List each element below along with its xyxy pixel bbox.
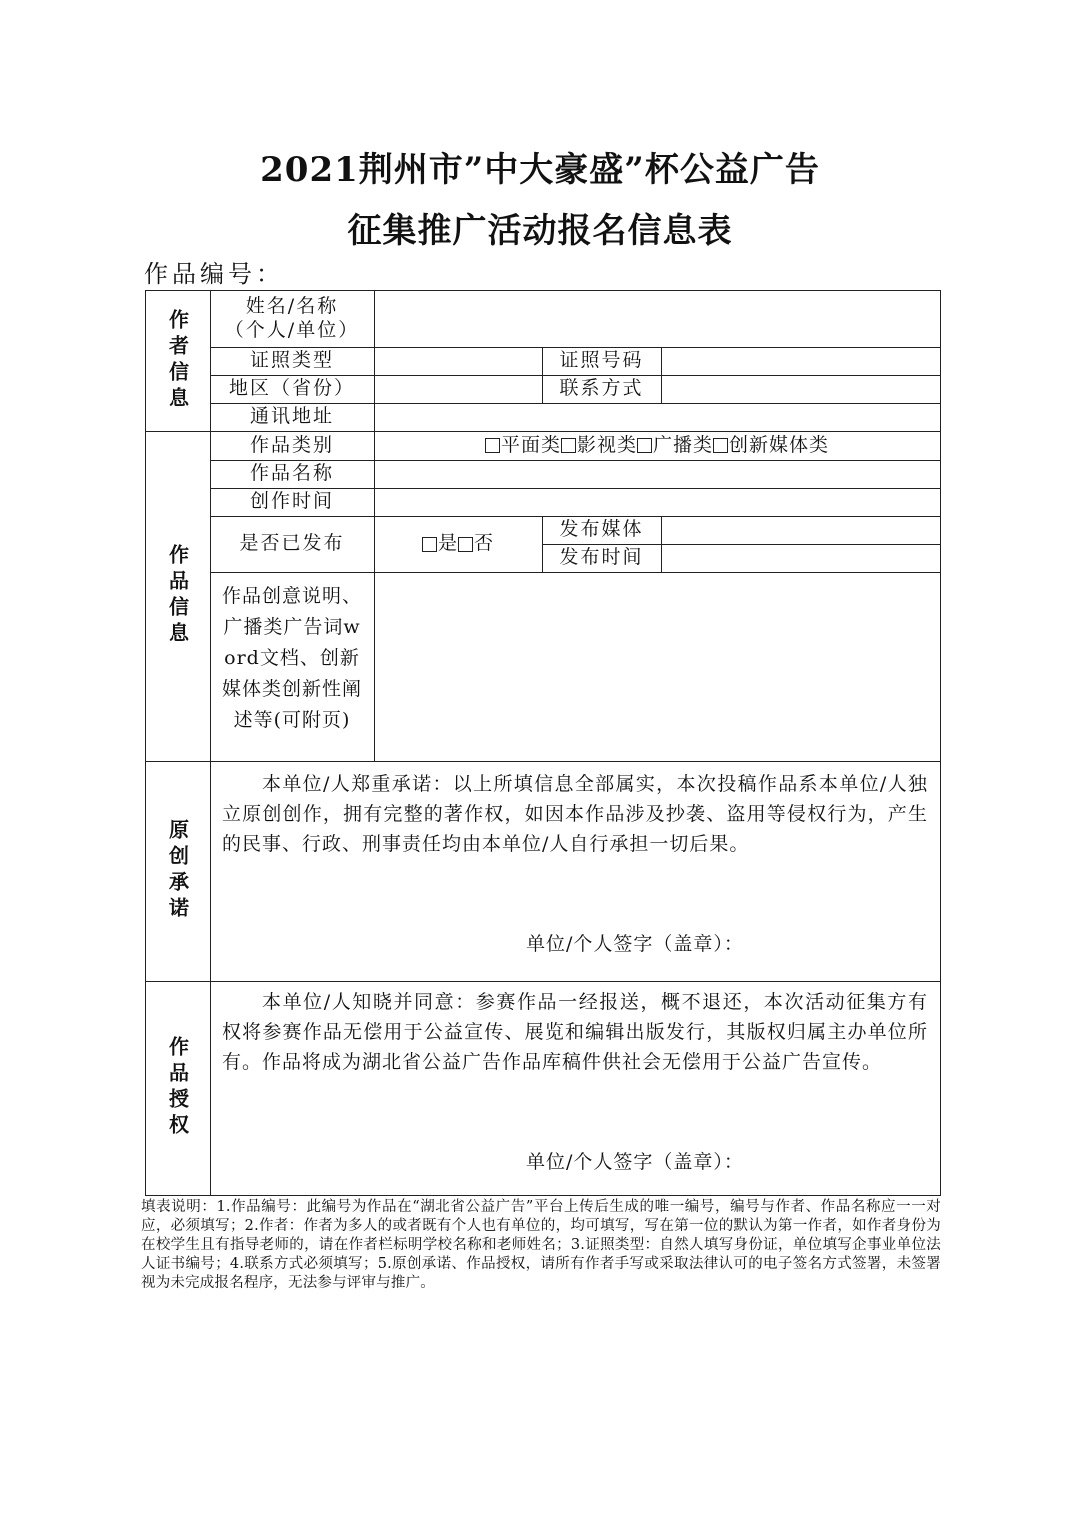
category-option-video[interactable]: 影视类	[561, 434, 637, 458]
contact-field[interactable]	[661, 375, 940, 403]
registration-form	[145, 290, 941, 1196]
authorization-section-header: 作品授权	[165, 1036, 190, 1140]
checkbox-icon	[458, 537, 473, 552]
address-label: 通讯地址	[249, 405, 334, 428]
footnote: 填表说明：1.作品编号：此编号为作品在“湖北省公益广告”平台上传后生成的唯一编号，编号与作者、作品名称应一一对应，必须填写；2.作者：作者为多人的或者既有个人也有单位的，均可填写，写在第一位的默认为第一作者，如作者身份为在校学生且有指导老师的，请在作者栏标明学校名称和老师姓名；3.证照类型：自然人填写身份证，单位填写企事业单位法人证书编号；4.联系方式必须填写；5.原创承诺、作品授权，请所有作者手写或采取法律认可的电子签名方式签署，未签署视为未完成报名程序，无法参与评审与推广。	[141, 1199, 941, 1291]
published-option-no[interactable]: 否	[458, 532, 494, 556]
work-number-label: 作品编号：	[144, 260, 284, 288]
checkbox-icon	[713, 438, 728, 453]
id-number-field[interactable]	[661, 347, 940, 375]
title-line-1: 2021荆州市”中大豪盛”杯公益广告	[260, 150, 820, 190]
category-option-radio[interactable]: 广播类	[637, 434, 713, 458]
publish-media-field[interactable]	[661, 516, 940, 544]
category-option-print[interactable]: 平面类	[485, 434, 561, 458]
published-option-yes[interactable]: 是	[422, 532, 458, 556]
id-number-label: 证照号码	[559, 349, 644, 372]
description-label: 作品创意说明、广播类广告词word文档、创新媒体类创新性阐述等(可附页)	[221, 585, 362, 731]
checkbox-icon	[422, 537, 437, 552]
commitment-section-header: 原创承诺	[165, 819, 190, 923]
address-field[interactable]	[374, 403, 940, 431]
creation-time-field[interactable]	[374, 488, 940, 516]
authorization-text: 本单位/人知晓并同意：参赛作品一经报送，概不退还，本次活动征集方有权将参赛作品无偿用于公益宣传、展览和编辑出版发行，其版权归属主办单位所有。作品将成为湖北省公益广告作品库稿件供社会无偿用于公益广告宣传。	[222, 991, 928, 1073]
divider	[146, 761, 940, 762]
publish-media-label: 发布媒体	[559, 518, 644, 541]
publish-time-field[interactable]	[661, 544, 940, 572]
id-type-field[interactable]	[374, 347, 542, 375]
author-section-header: 作者信息	[165, 309, 190, 413]
published-label: 是否已发布	[239, 532, 345, 555]
id-type-label: 证照类型	[249, 349, 334, 372]
publish-time-label: 发布时间	[559, 546, 644, 569]
category-label: 作品类别	[249, 433, 334, 456]
published-options	[374, 516, 542, 572]
checkbox-icon	[637, 438, 652, 453]
name-label-line-2: （个人/单位）	[224, 319, 360, 341]
category-options	[374, 431, 940, 460]
region-label: 地区（省份）	[228, 377, 355, 400]
title-line-2: 征集推广活动报名信息表	[347, 211, 733, 251]
commitment-signature-label: 单位/个人签字（盖章）：	[526, 933, 744, 955]
work-name-field[interactable]	[374, 460, 940, 488]
checkbox-icon	[485, 438, 500, 453]
work-name-label: 作品名称	[249, 462, 334, 485]
creation-time-label: 创作时间	[249, 490, 334, 513]
name-label-line-1: 姓名/名称	[245, 295, 339, 318]
region-field[interactable]	[374, 375, 542, 403]
description-field[interactable]	[374, 572, 940, 761]
name-label	[210, 291, 374, 347]
work-section-header: 作品信息	[165, 544, 190, 648]
divider	[146, 981, 940, 982]
checkbox-icon	[561, 438, 576, 453]
authorization-signature-label: 单位/个人签字（盖章）：	[526, 1151, 744, 1173]
commitment-text: 本单位/人郑重承诺：以上所填信息全部属实，本次投稿作品系本单位/人独立原创创作，拥有完整的著作权，如因本作品涉及抄袭、盗用等侵权行为，产生的民事、行政、刑事责任均由本单位/人自行承担一切后果。	[222, 773, 928, 855]
contact-label: 联系方式	[559, 377, 644, 400]
name-field[interactable]	[374, 291, 940, 347]
category-option-new-media[interactable]: 创新媒体类	[713, 434, 829, 458]
